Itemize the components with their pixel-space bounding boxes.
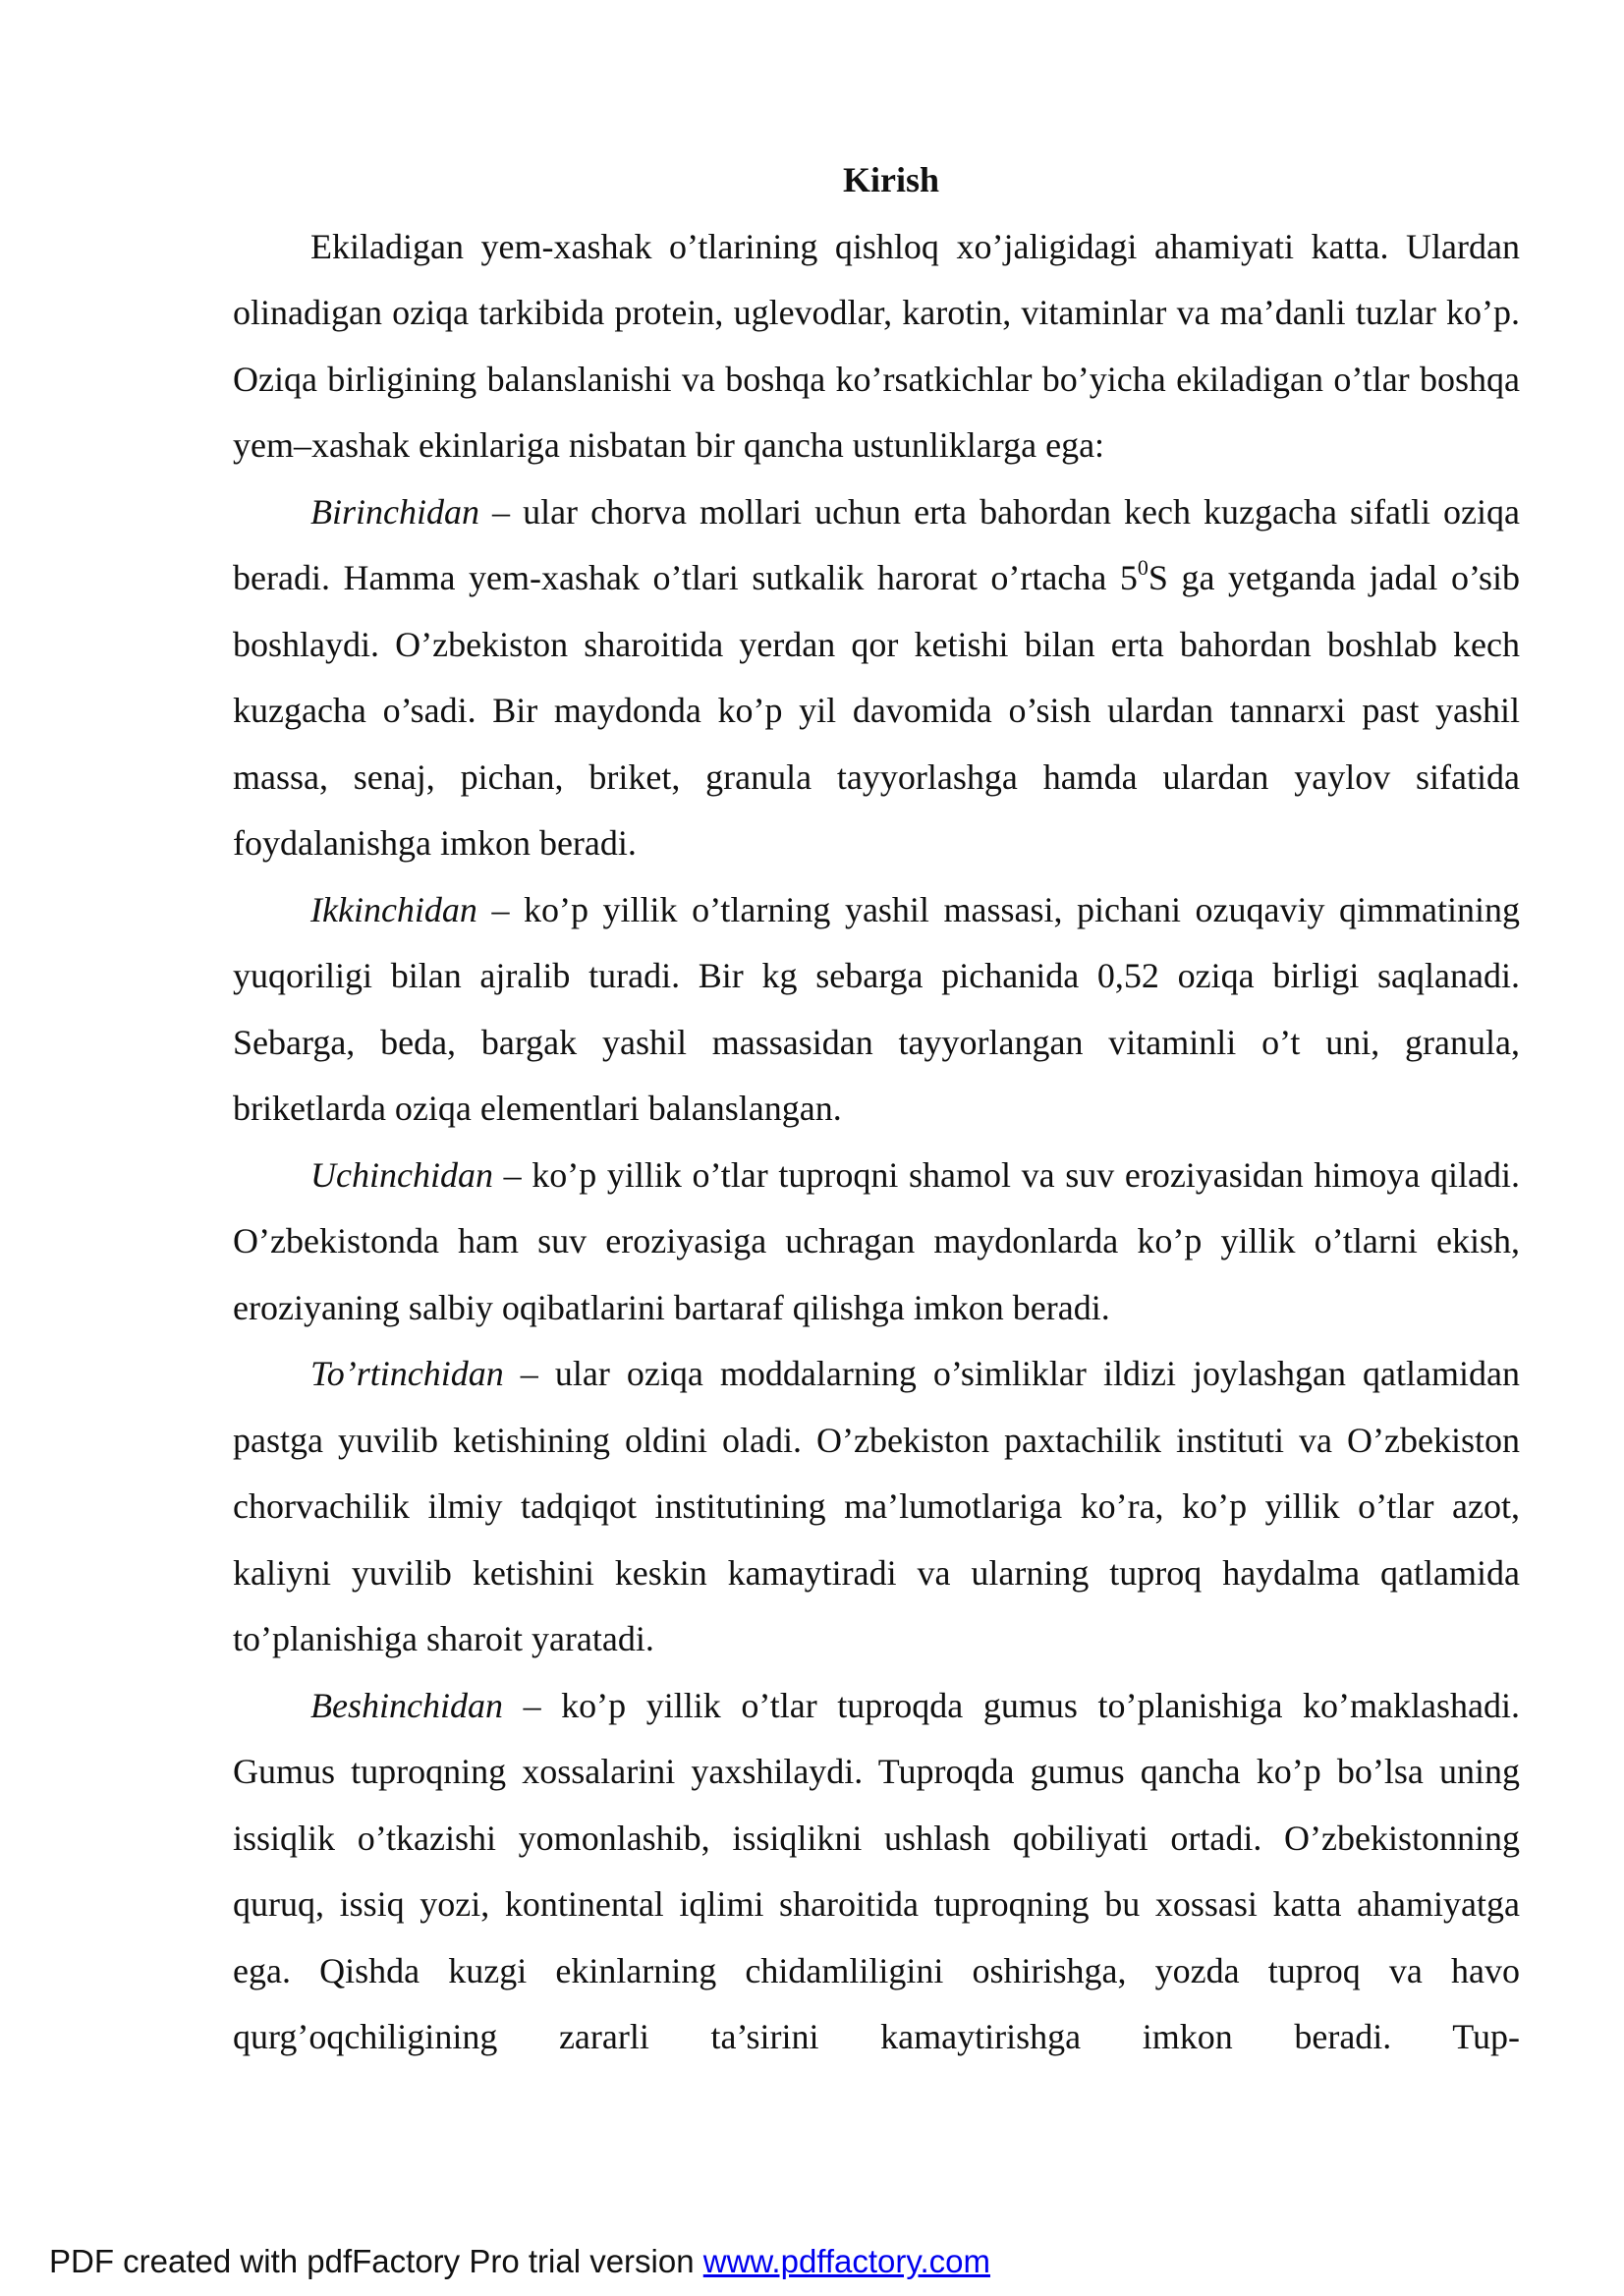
footer-text: PDF created with pdfFactory Pro trial version — [49, 2243, 703, 2279]
superscript: 0 — [1137, 555, 1148, 580]
paragraph-intro — [233, 214, 1520, 479]
paragraph-uchinchidan — [233, 1143, 1520, 1342]
paragraph-ikkinchidan — [233, 877, 1520, 1143]
paragraph-lead: To’rtinchidan — [310, 1354, 504, 1393]
document-body — [233, 147, 1520, 2071]
paragraph-text-cont: S ga yetganda jadal o’sib boshlaydi. O’zbekiston sharoitida yerdan qor ketishi bilan erta bahordan boshlab kech kuzgacha o’sadi. Bir maydonda ko’p yil davomida o’sish ulardan tannarxi past yashil massa, senaj, pichan, briket, granula tayyorlashga hamda ulardan yaylov sifatida foydalanishga imkon beradi. — [233, 558, 1520, 863]
paragraph-tortinchidan — [233, 1341, 1520, 1673]
paragraph-text: – ko’p yillik o’tlarning yashil massasi, pichani ozuqaviy qimmatining yuqoriligi bilan ajralib turadi. Bir kg sebarga pichanida 0,52 oziqa birligi saqlanadi. Sebarga, beda, bargak yashil massasidan tayyorlangan vitaminli o’t uni, granula, briketlarda oziqa elementlari balanslangan. — [233, 889, 1520, 1128]
paragraph-text: – ular oziqa moddalarning o’simliklar ildizi joylashgan qatlamidan pastga yuvilib ketishining oldini oladi. O’zbekiston paxtachilik instituti va O’zbekiston chorvachilik ilmiy tadqiqot institutining ma’lumotlariga ko’ra, ko’p yillik o’tlar azot, kaliyni yuvilib ketishini keskin kamaytiradi va ularning tuproq haydalma qatlamida to’planishiga sharoit yaratadi. — [233, 1354, 1520, 1658]
paragraph-text: – ular chorva mollari uchun erta bahordan kech kuzgacha sifatli oziqa beradi. Hamma yem-xashak o’tlari sutkalik harorat o’rtacha 5 — [233, 491, 1520, 597]
paragraph-lead: Ikkinchidan — [310, 889, 477, 929]
footer-link[interactable]: www.pdffactory.com — [702, 2243, 990, 2279]
paragraph-lead: Uchinchidan — [310, 1154, 493, 1195]
paragraph-beshinchidan — [233, 1673, 1520, 2071]
paragraph-lead: Birinchidan — [310, 491, 479, 532]
paragraph-lead: Beshinchidan — [310, 1685, 503, 1725]
pdf-footer — [49, 2242, 990, 2281]
paragraph-text: – ko’p yillik o’tlar tuproqni shamol va suv eroziyasidan himoya qiladi. O’zbekistonda ham suv eroziyasiga uchragan maydonlarda ko’p yillik o’tlarni ekish, eroziyaning salbiy oqibatlarini bartaraf qilishga imkon beradi. — [233, 1154, 1520, 1327]
paragraph-text: Ekiladigan yem-xashak o’tlarining qishloq xo’jaligidagi ahamiyati katta. Ulardan olinadigan oziqa tarkibida protein, uglevodlar, karotin, vitaminlar va ma’danli tuzlar ko’p. Oziqa birligining balanslanishi va boshqa ko’rsatkichlar bo’yicha ekiladigan o’tlar boshqa yem–xashak ekinlariga nisbatan bir qancha ustunliklarga ega: — [233, 226, 1520, 465]
page-title: Kirish — [842, 160, 939, 199]
paragraph-text: – ko’p yillik o’tlar tuproqda gumus to’planishiga ko’maklashadi. Gumus tuproqning xossalarini yaxshilaydi. Tuproqda gumus qancha ko’p bo’lsa uning issiqlik o’tkazishi yomonlashib, issiqlikni ushlash qobiliyati ortadi. O’zbekistonning quruq, issiq yozi, kontinental iqlimi sharoitida tuproqning bu xossasi katta ahamiyatga ega. Qishda kuzgi ekinlarning chidamliligini oshirishga, yozda tuproq va havo qurg’oqchiligining zararli ta’sirini kamaytirishga imkon beradi. Tup- — [233, 1685, 1520, 2056]
paragraph-birinchidan — [233, 479, 1520, 877]
